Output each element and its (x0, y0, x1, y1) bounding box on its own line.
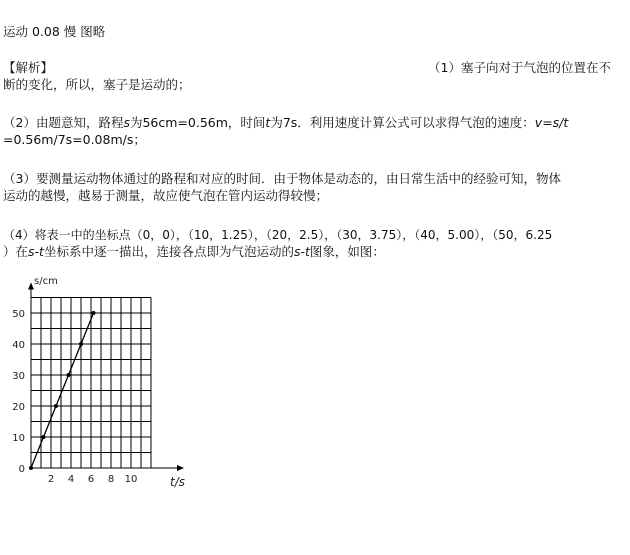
data-point (29, 466, 33, 470)
y-tick-label: 10 (12, 433, 25, 444)
x-tick-label: 8 (107, 474, 115, 485)
analysis-p2-line1: （2）由题意知，路程s为56cm=0.56m，时间t为7s．利用速度计算公式可以求得气泡的速度：v=s/t (3, 115, 569, 130)
data-point (67, 373, 71, 377)
chart-grid (31, 298, 151, 469)
s-t-graph (0, 270, 210, 495)
x-axis-label: t/s (170, 475, 185, 489)
answer-line: 运动 0.08 慢 图略 (3, 24, 106, 39)
x-tick-label: 10 (124, 474, 138, 485)
analysis-heading: 【解析】 (3, 60, 54, 75)
analysis-p3-line2: 运动的越慢，越易于测量，故应使气泡在管内运动得较慢； (3, 188, 329, 203)
y-tick-label: 20 (12, 402, 25, 413)
analysis-p2-line2: =0.56m/7s=0.08m/s； (3, 132, 146, 147)
analysis-p4-line1: （4）将表一中的坐标点（0，0），（10，1.25），（20，2.5），（30，3.75），（40，5.00），（50，6.25 (3, 228, 553, 242)
analysis-p3-line1: （3）要测量运动物体通过的路程和对应的时间．由于物体是动态的，由日常生活中的经验可知，物体 (3, 171, 561, 186)
data-point (92, 311, 96, 315)
data-point (42, 435, 46, 439)
x-axis-arrow (177, 465, 184, 471)
analysis-p1-line2: 断的变化，所以，塞子是运动的； (3, 77, 191, 92)
y-tick-label: 40 (12, 340, 25, 351)
x-tick-label: 2 (47, 474, 55, 485)
data-point (54, 404, 58, 408)
x-tick-label: 6 (87, 474, 95, 485)
y-tick-label: 50 (12, 309, 25, 320)
analysis-p1-line1: （1）塞子向对于气泡的位置在不 (428, 60, 611, 75)
speed-formula: v=s/t (534, 115, 569, 130)
y-tick-label: 0 (18, 464, 25, 475)
y-tick-label: 30 (12, 371, 25, 382)
analysis-p4-line2: ）在s-t坐标系中逐一描出，连接各点即为气泡运动的s-t图象，如图： (3, 244, 385, 259)
y-axis-label: s/cm (34, 276, 58, 287)
data-point (79, 342, 83, 346)
x-tick-label: 4 (67, 474, 75, 485)
